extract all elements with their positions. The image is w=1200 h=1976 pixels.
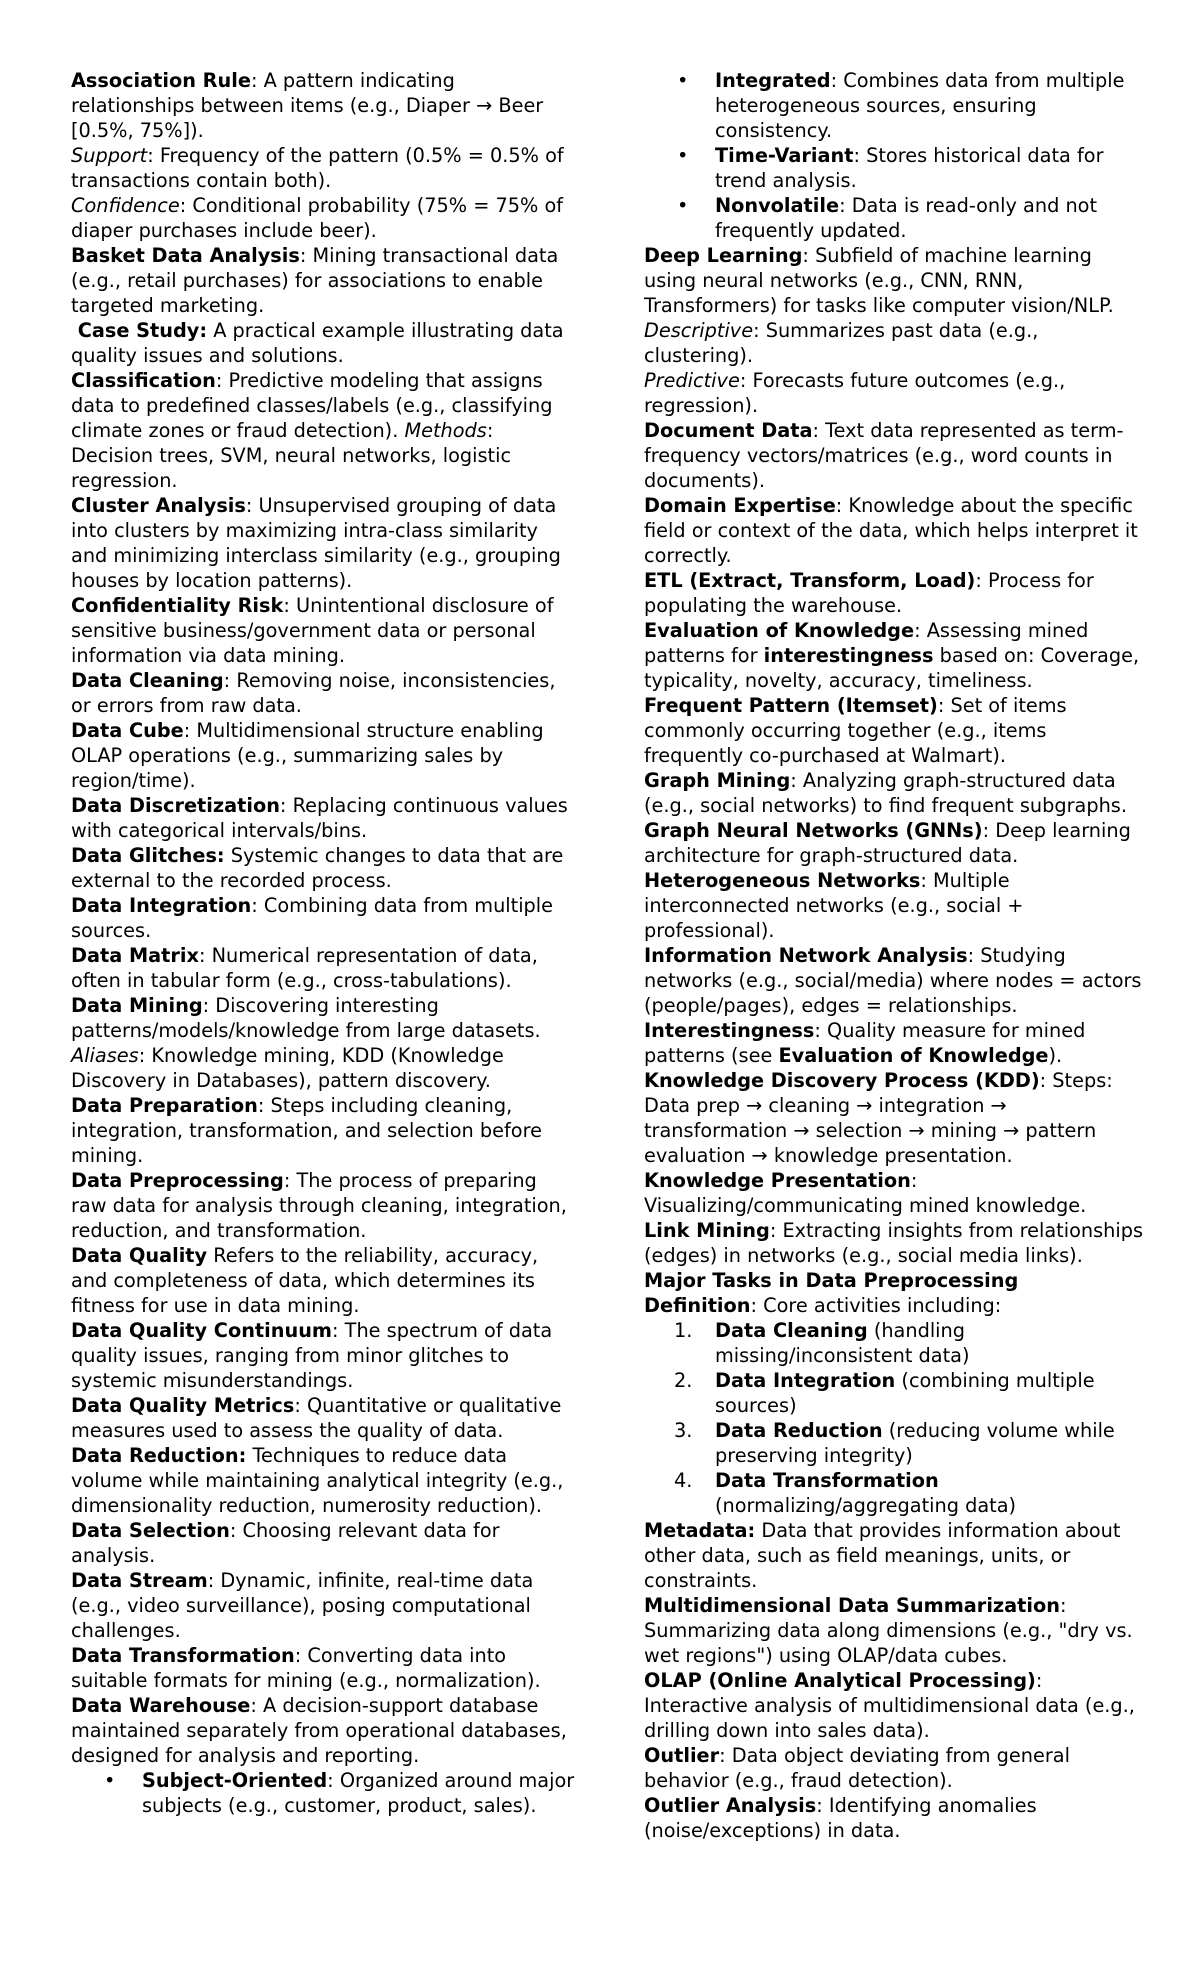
definition-text: Systemic changes to data that are external to the recorded process. [71, 844, 564, 892]
term-label: Case Study: [71, 319, 208, 342]
term-separator: : [750, 1294, 764, 1317]
term-label: Graph Mining [644, 769, 791, 792]
glossary-entry-data-integration [71, 893, 576, 943]
term-separator: : [250, 69, 264, 92]
glossary-entry-heterogeneous-networks [644, 868, 1149, 943]
term-separator: : [223, 669, 237, 692]
term-separator: : [486, 419, 494, 442]
term-separator: : [294, 1394, 307, 1417]
term-separator: : [802, 244, 816, 267]
term-separator: : [967, 944, 981, 967]
term-label: Knowledge Discovery Process (KDD) [644, 1069, 1040, 1092]
definition-text: Stores historical data for trend analysis. [715, 144, 1104, 192]
glossary-entry-metadata [644, 1518, 1149, 1593]
definition-text: Identifying anomalies (noise/exceptions) in data. [644, 1794, 1037, 1842]
term-separator: : [830, 69, 844, 92]
glossary-entry-definition [644, 1293, 1149, 1318]
term-label: Data Quality Metrics [71, 1394, 295, 1417]
term-label: Link Mining [644, 1219, 770, 1242]
glossary-entry-data-warehouse [71, 1693, 576, 1768]
term-separator: : [790, 769, 803, 792]
glossary-entry-data-quality-continuum [71, 1318, 576, 1393]
glossary-entry-support [71, 143, 576, 193]
glossary-entry-document-data [644, 418, 1149, 493]
bullet-item-nonvolatile [644, 193, 1149, 243]
term-label: Integrated [715, 69, 831, 92]
term-label: Support [71, 144, 148, 167]
glossary-entry-data-discretization [71, 793, 576, 843]
definition-text: Unsupervised grouping of data into clusters by maximizing intra-class similarity and minimizing interclass similarity (e.g., grouping houses by location patterns). [71, 494, 561, 592]
definition-text: Process for populating the warehouse. [644, 569, 1094, 617]
term-separator: : [138, 1044, 152, 1067]
bullet-item-subject-oriented [71, 1768, 576, 1818]
glossary-entry-confidence [71, 193, 576, 243]
term-label: Data Integration [71, 894, 252, 917]
term-separator: : [839, 194, 852, 217]
term-label: Descriptive [644, 319, 754, 342]
term-label: Evaluation of Knowledge [644, 619, 915, 642]
definition-text: Combines data from multiple heterogeneous sources, ensuring consistency. [715, 69, 1125, 142]
term-label: Data Reduction: [71, 1444, 247, 1467]
glossary-entry-data-stream [71, 1568, 576, 1643]
term-label: Interestingness [644, 1019, 815, 1042]
definition-text: Quantitative or qualitative measures used to assess the quality of data. [71, 1394, 562, 1442]
definition-text: Summarizing data along dimensions (e.g., "dry vs. wet regions") using OLAP/data cubes. [644, 1619, 1133, 1667]
glossary-entry-outlier [644, 1743, 1149, 1793]
term-label: Multidimensional Data Summarization [644, 1594, 1060, 1617]
term-separator: : [982, 819, 996, 842]
term-separator: : [327, 1769, 340, 1792]
term-label: Frequent Pattern (Itemset) [644, 694, 938, 717]
term-label: Cluster Analysis [71, 494, 246, 517]
definition-text: Steps: Data prep → cleaning → integration → transformation → selection → mining → pattern evaluation → knowledge presentation. [644, 1069, 1113, 1167]
term-separator: : [299, 244, 313, 267]
definition-text: Decision trees, SVM, neural networks, logistic regression. [71, 444, 512, 492]
term-label: Data Reduction [715, 1419, 883, 1442]
numbered-item-data-integration [644, 1368, 1149, 1418]
definition-text: Text data represented as term-frequency vectors/matrices (e.g., word counts in documents). [644, 419, 1124, 492]
definition-text: A pattern indicating relationships between items (e.g., Diaper → Beer [0.5%, 75%]). [71, 69, 544, 142]
definition-text: Interactive analysis of multidimensional data (e.g., drilling down into sales data). [644, 1694, 1135, 1742]
term-separator: : [1059, 1594, 1067, 1617]
term-label: Data Cleaning [715, 1319, 868, 1342]
glossary-entry-link-mining [644, 1218, 1149, 1268]
definition-text: Subfield of machine learning using neural networks (e.g., CNN, RNN, Transformers) for tasks like computer vision/NLP. [644, 244, 1114, 317]
term-label: Subject-Oriented [142, 1769, 328, 1792]
definition-text: Studying networks (e.g., social/media) where nodes = actors (people/pages), edges = relationships. [644, 944, 1142, 1017]
term-label: Data Quality [71, 1244, 208, 1267]
term-separator: : [250, 1694, 264, 1717]
definition-text: A practical example illustrating data quality issues and solutions. [71, 319, 564, 367]
term-label: Data Cube [71, 719, 184, 742]
term-label: Data Transformation [715, 1469, 939, 1492]
glossary-entry-multidimensional-data-summarization [644, 1593, 1149, 1668]
term-label: Information Network Analysis [644, 944, 968, 967]
emphasis-term: Evaluation of Knowledge [778, 1044, 1049, 1067]
glossary-entry-data-mining [71, 993, 576, 1043]
term-label: Data Preparation [71, 1094, 258, 1117]
term-label: Time-Variant [715, 144, 854, 167]
glossary-entry-data-cube [71, 718, 576, 793]
term-label: Major Tasks in Data Preprocessing [644, 1269, 1019, 1292]
term-separator: : [853, 144, 867, 167]
term-label: OLAP (Online Analytical Processing) [644, 1669, 1036, 1692]
list-number: 2. [674, 1369, 693, 1392]
glossary-entry-outlier-analysis [644, 1793, 1149, 1843]
definition-text: Converting data into suitable formats for mining (e.g., normalization). [71, 1644, 541, 1692]
bullet-item-integrated [644, 68, 1149, 143]
glossary-entry-etl-extract-transform-load [644, 568, 1149, 618]
glossary-entry-frequent-pattern-itemset [644, 693, 1149, 768]
glossary-entry-graph-neural-networks-gnns [644, 818, 1149, 868]
term-label: Confidentiality Risk [71, 594, 284, 617]
term-separator: : [332, 1319, 345, 1342]
term-separator: : [835, 494, 849, 517]
glossary-entry-deep-learning [644, 243, 1149, 318]
definition-text: Unintentional disclosure of sensitive business/government data or personal information via data mining. [71, 594, 554, 667]
term-label: Outlier Analysis [644, 1794, 817, 1817]
glossary-entry-classification [71, 368, 576, 493]
glossary-entry-predictive [644, 368, 1149, 418]
term-label: Graph Neural Networks (GNNs) [644, 819, 983, 842]
term-label: Data Integration [715, 1369, 896, 1392]
term-separator: : [739, 369, 753, 392]
glossary-entry-information-network-analysis [644, 943, 1149, 1018]
term-label: Metadata: [644, 1519, 756, 1542]
definition-text: The process of preparing raw data for analysis through cleaning, integration, reduction, and transformation. [71, 1169, 567, 1242]
glossary-entry-data-glitches [71, 843, 576, 893]
definition-text: Dynamic, infinite, real-time data (e.g., video surveillance), posing computational challenges. [71, 1569, 534, 1642]
term-label: Data Selection [71, 1519, 230, 1542]
term-separator: : [147, 144, 160, 167]
definition-text: Knowledge about the specific field or context of the data, which helps interpret it correctly. [644, 494, 1138, 567]
definition-text: Removing noise, inconsistencies, or errors from raw data. [71, 669, 556, 717]
term-label: Outlier [644, 1744, 720, 1767]
definition-text: Set of items commonly occurring together (e.g., items frequently co-purchased at Walmart). [644, 694, 1067, 767]
definition-text: The spectrum of data quality issues, ranging from minor glitches to systemic misunderstandings. [71, 1319, 553, 1392]
glossary-entry-knowledge-discovery-process-kdd [644, 1068, 1149, 1168]
definition-text: Refers to the reliability, accuracy, and completeness of data, which determines its fitness for use in data mining. [71, 1244, 539, 1317]
glossary-entry-olap-online-analytical-processing [644, 1668, 1149, 1743]
definition-text: Analyzing graph-structured data (e.g., social networks) to find frequent subgraphs. [644, 769, 1127, 817]
glossary-entry-evaluation-of-knowledge [644, 618, 1149, 693]
glossary-entry-confidentiality-risk [71, 593, 576, 668]
definition-text: Data that provides information about other data, such as field meanings, units, or constraints. [644, 1519, 1121, 1592]
term-separator: : [816, 1794, 829, 1817]
term-label: Data Cleaning [71, 669, 224, 692]
glossary-entry-graph-mining [644, 768, 1149, 818]
definition-text: Replacing continuous values with categorical intervals/bins. [71, 794, 568, 842]
term-separator: : [279, 794, 293, 817]
glossary-entry-association-rule [71, 68, 576, 143]
definition-text: Conditional probability (75% = 75% of diaper purchases include beer). [71, 194, 564, 242]
term-separator: : [719, 1744, 732, 1767]
glossary-entry-basket-data-analysis [71, 243, 576, 318]
term-separator: : [753, 319, 766, 342]
term-separator: : [294, 1644, 308, 1667]
term-label: Data Mining [71, 994, 203, 1017]
term-separator: : [251, 894, 264, 917]
term-separator: : [975, 569, 988, 592]
term-label: Confidence [71, 194, 180, 217]
definition-text: Mining transactional data (e.g., retail purchases) for associations to enable targeted marketing. [71, 244, 559, 317]
methods-label: Methods [404, 419, 487, 442]
term-separator: : [257, 1094, 271, 1117]
term-separator: : [229, 1519, 243, 1542]
definition-text: Data is read-only and not frequently updated. [715, 194, 1098, 242]
definition-text: (reducing volume while preserving integrity) [715, 1419, 1115, 1467]
term-label: Data Warehouse [71, 1694, 251, 1717]
glossary-entry-cluster-analysis [71, 493, 576, 593]
term-label: Predictive [644, 369, 740, 392]
term-label: Association Rule [71, 69, 251, 92]
term-separator: : [769, 1219, 783, 1242]
glossary-entry-data-preprocessing [71, 1168, 576, 1243]
definition-text: Extracting insights from relationships (edges) in networks (e.g., social media links). [644, 1219, 1144, 1267]
list-number: 4. [674, 1469, 693, 1492]
term-separator: : [814, 1019, 828, 1042]
definition-text: Deep learning architecture for graph-structured data. [644, 819, 1131, 867]
definition-text: Combining data from multiple sources. [71, 894, 554, 942]
term-separator: : [937, 694, 951, 717]
term-separator: : [1039, 1069, 1053, 1092]
definition-text: Numerical representation of data, often in tabular form (e.g., cross-tabulations). [71, 944, 538, 992]
glossary-entry-knowledge-presentation [644, 1168, 1149, 1218]
numbered-item-data-cleaning [644, 1318, 1149, 1368]
definition-text: Frequency of the pattern (0.5% = 0.5% of transactions contain both). [71, 144, 564, 192]
term-label: Knowledge Presentation [644, 1169, 911, 1192]
definition-text: Predictive modeling that assigns data to predefined classes/labels (e.g., classifying climate zones or fraud detection). [71, 369, 553, 442]
glossary-entry-domain-expertise [644, 493, 1149, 568]
term-separator: : [1035, 1669, 1043, 1692]
definition-text: (handling missing/inconsistent data) [715, 1319, 970, 1367]
term-separator: : [910, 1169, 918, 1192]
glossary-entry-data-matrix [71, 943, 576, 993]
term-separator: : [207, 1569, 221, 1592]
term-separator: : [283, 1169, 297, 1192]
term-separator: : [914, 619, 927, 642]
glossary-entry-data-reduction [71, 1443, 576, 1518]
term-label: Data Preprocessing [71, 1169, 284, 1192]
emphasis-term: interestingness [763, 644, 934, 667]
list-number: 3. [674, 1419, 693, 1442]
definition-text: Summarizes past data (e.g., clustering). [644, 319, 1039, 367]
term-label: Data Transformation [71, 1644, 295, 1667]
glossary-entry-interestingness [644, 1018, 1149, 1068]
term-label: Data Quality Continuum [71, 1319, 333, 1342]
definition-text: Techniques to reduce data volume while maintaining analytical integrity (e.g., dimensionality reduction, numerosity reduction). [71, 1444, 564, 1517]
bullet-item-time-variant [644, 143, 1149, 193]
term-separator: : [920, 869, 934, 892]
right-column [644, 68, 1149, 1843]
definition-text: Core activities including: [763, 1294, 1002, 1317]
definition-text: ). [1048, 1044, 1063, 1067]
term-separator: : [283, 594, 296, 617]
term-label: Nonvolatile [715, 194, 840, 217]
numbered-item-data-transformation [644, 1468, 1149, 1518]
definition-text: Steps including cleaning, integration, transformation, and selection before mining. [71, 1094, 542, 1167]
definition-text: Organized around major subjects (e.g., customer, product, sales). [142, 1769, 575, 1817]
bullet-list [71, 1768, 576, 1818]
term-separator: : [198, 944, 212, 967]
term-separator: : [812, 419, 826, 442]
definition-text: A decision-support database maintained separately from operational databases, designed for analysis and reporting. [71, 1694, 567, 1767]
term-label: Data Matrix [71, 944, 199, 967]
definition-text: Choosing relevant data for analysis. [71, 1519, 500, 1567]
term-label: Heterogeneous Networks [644, 869, 921, 892]
definition-text: based on: Coverage, typicality, novelty, accuracy, timeliness. [644, 644, 1140, 692]
glossary-entry-data-preparation [71, 1093, 576, 1168]
list-number: 1. [674, 1319, 693, 1342]
definition-text: Discovering interesting patterns/models/knowledge from large datasets. [71, 994, 541, 1042]
glossary-entry-descriptive [644, 318, 1149, 368]
numbered-list [644, 1318, 1149, 1518]
term-label: ETL (Extract, Transform, Load) [644, 569, 976, 592]
definition-text: Multiple interconnected networks (e.g., social + professional). [644, 869, 1024, 942]
definition-text: (combining multiple sources) [715, 1369, 1095, 1417]
glossary-entry-case-study [71, 318, 576, 368]
definition-text: Quality measure for mined patterns (see [644, 1019, 1086, 1067]
glossary-entry-data-selection [71, 1518, 576, 1568]
numbered-item-data-reduction [644, 1418, 1149, 1468]
term-label: Deep Learning [644, 244, 803, 267]
definition-text: Data object deviating from general behavior (e.g., fraud detection). [644, 1744, 1070, 1792]
glossary-entry-data-transformation [71, 1643, 576, 1693]
term-separator: : [179, 194, 193, 217]
term-label: Aliases [71, 1044, 139, 1067]
term-label: Document Data [644, 419, 813, 442]
definition-text: (normalizing/aggregating data) [715, 1494, 1017, 1517]
glossary-entry-aliases [71, 1043, 576, 1093]
definition-text: Assessing mined patterns for [644, 619, 1089, 667]
term-separator: : [245, 494, 259, 517]
glossary-entry-data-quality-metrics [71, 1393, 576, 1443]
term-separator: : [183, 719, 197, 742]
term-label: Data Discretization [71, 794, 280, 817]
term-separator: : [215, 369, 229, 392]
term-label: Domain Expertise [644, 494, 836, 517]
definition-text: Multidimensional structure enabling OLAP operations (e.g., summarizing sales by region/time). [71, 719, 544, 792]
glossary-entry-data-cleaning [71, 668, 576, 718]
bullet-list [644, 68, 1149, 243]
definition-text: Forecasts future outcomes (e.g., regression). [644, 369, 1066, 417]
left-column [71, 68, 576, 1818]
term-separator: : [202, 994, 216, 1017]
term-label: Definition [644, 1294, 751, 1317]
definition-text: Visualizing/communicating mined knowledge. [644, 1194, 1087, 1217]
term-label: Data Glitches: [71, 844, 225, 867]
definition-text: Knowledge mining, KDD (Knowledge Discovery in Databases), pattern discovery. [71, 1044, 504, 1092]
term-label: Basket Data Analysis [71, 244, 300, 267]
glossary-entry-data-quality [71, 1243, 576, 1318]
glossary-entry-major-tasks-in-data-preprocessing [644, 1268, 1149, 1293]
term-label: Classification [71, 369, 216, 392]
term-label: Data Stream [71, 1569, 208, 1592]
